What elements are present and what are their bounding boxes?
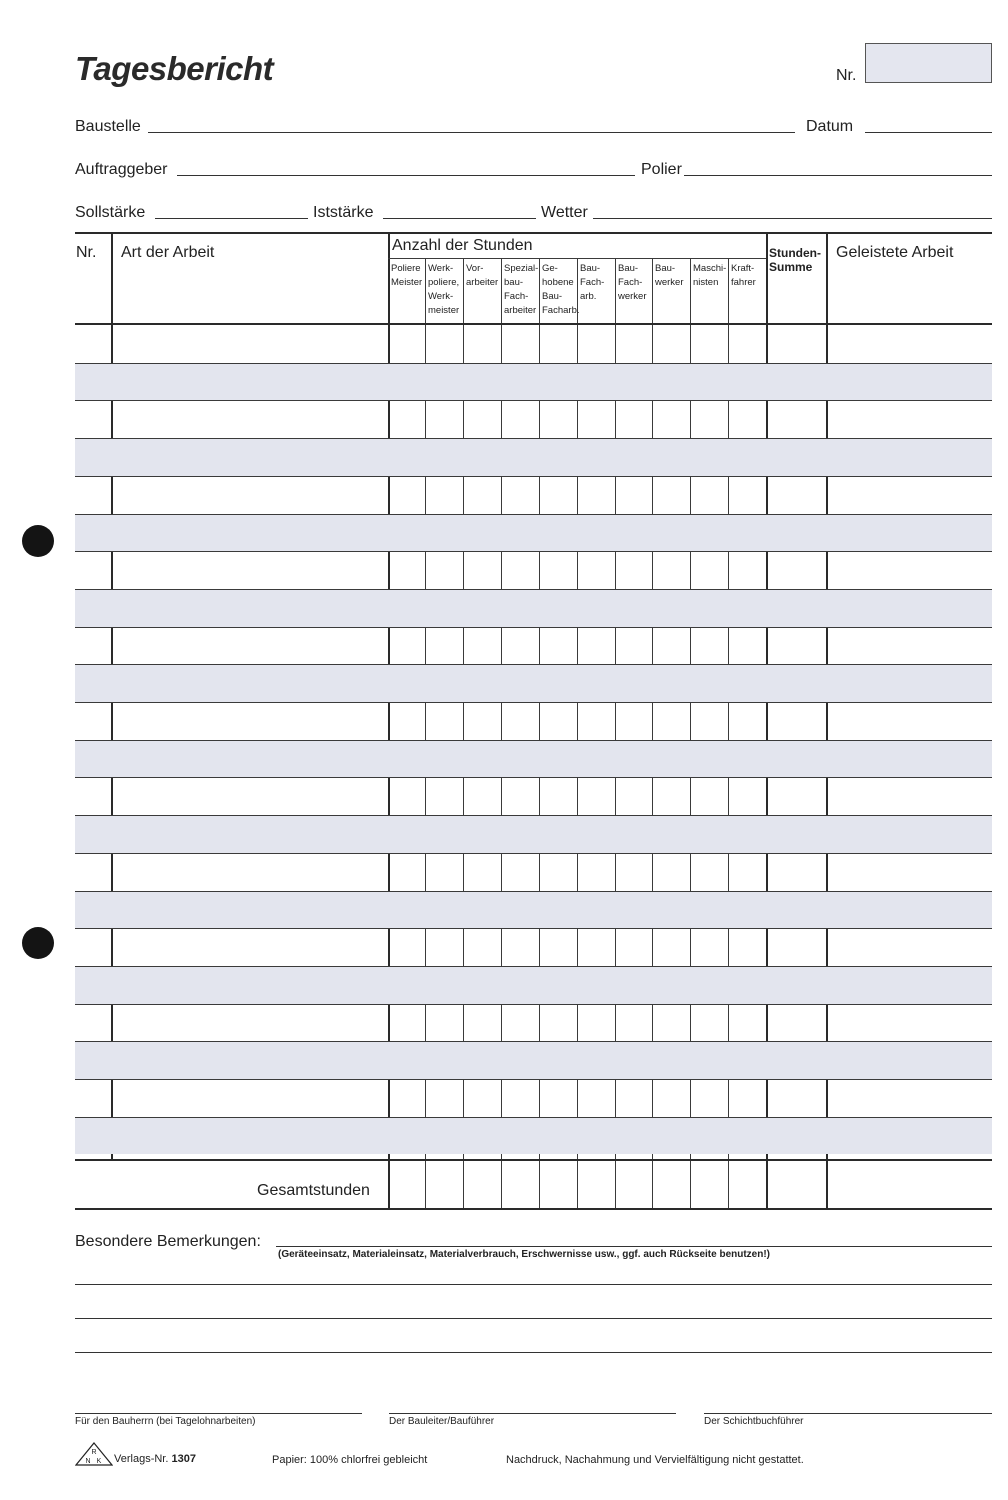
hour-column-header: Maschi- nisten [693, 263, 727, 288]
verlag-label: Verlags-Nr. [114, 1453, 169, 1465]
body-bottom-border [75, 1159, 992, 1161]
col-header-geleistet: Geleistete Arbeit [836, 244, 954, 261]
paper-note: Papier: 100% chlorfrei gebleicht [272, 1454, 428, 1466]
remarks-line-3[interactable] [75, 1318, 992, 1319]
table-row[interactable] [75, 777, 992, 815]
signature-line-schichtbuch[interactable] [704, 1413, 992, 1414]
hour-column-header: Poliere Meister [391, 263, 423, 288]
table-row-band [75, 1118, 992, 1155]
table-row[interactable] [75, 476, 992, 514]
verlag-info [114, 1453, 196, 1465]
sollstaerke-label: Sollstärke [75, 204, 146, 221]
table-top-border [75, 232, 992, 234]
table-row[interactable] [75, 702, 992, 740]
col-header-nr: Nr. [76, 244, 97, 261]
table-row-band [75, 967, 992, 1004]
table-row-band [75, 665, 992, 702]
table-row-band [75, 515, 992, 552]
table-row[interactable] [75, 325, 992, 363]
signature-label-bauleiter: Der Bauleiter/Bauführer [389, 1416, 495, 1427]
hour-column-header: Bau- Fach- werker [618, 263, 647, 302]
remarks-label: Besondere Bemerkungen: [75, 1233, 261, 1250]
hour-column-header: Kraft- fahrer [731, 263, 756, 288]
iststaerke-label: Iststärke [313, 204, 374, 221]
svg-text:R: R [91, 1449, 97, 1456]
signature-label-schichtbuch: Der Schichtbuchführer [704, 1416, 804, 1427]
baustelle-label: Baustelle [75, 118, 141, 135]
svg-text:K: K [96, 1458, 102, 1465]
remarks-line-4[interactable] [75, 1352, 992, 1353]
col-header-summe: Stunden- Summe [769, 246, 821, 274]
remarks-hint: (Geräteeinsatz, Materialeinsatz, Materialverbrauch, Erschwernisse usw., ggf. auch Rückseite benutzen!) [278, 1249, 771, 1260]
datum-label: Datum [806, 118, 854, 135]
table-row-band [75, 590, 992, 627]
nr-label: Nr. [836, 67, 857, 84]
polier-label: Polier [641, 161, 682, 178]
form-title: Tagesbericht [75, 50, 274, 87]
table-row[interactable] [75, 928, 992, 966]
hour-column-header: Ge- hobene Bau- Facharb. [542, 263, 580, 316]
hour-column-header: Bau- Fach- arb. [580, 263, 605, 302]
table-row-band [75, 1042, 992, 1079]
hour-column-header: Bau- werker [655, 263, 684, 288]
verlag-number: 1307 [171, 1453, 196, 1465]
table-row[interactable] [75, 853, 992, 891]
table-bottom-border [75, 1208, 992, 1210]
hour-column-header: Werk- poliere, Werk- meister [428, 263, 460, 316]
remarks-line-2[interactable] [75, 1284, 992, 1285]
svg-text:N: N [85, 1458, 91, 1465]
signature-line-bauleiter[interactable] [389, 1413, 676, 1414]
table-row-band [75, 816, 992, 853]
publisher-logo [75, 1442, 113, 1466]
gesamtstunden-label: Gesamtstunden [257, 1182, 370, 1199]
wetter-label: Wetter [541, 204, 588, 221]
table-row-band [75, 741, 992, 778]
remarks-line-1[interactable] [276, 1246, 992, 1247]
signature-line-bauherr[interactable] [75, 1413, 362, 1414]
table-row-band [75, 364, 992, 401]
col-header-art: Art der Arbeit [121, 244, 215, 261]
table-row[interactable] [75, 400, 992, 438]
table-row-band [75, 892, 992, 929]
signature-label-bauherr: Für den Bauherrn (bei Tagelohnarbeiten) [75, 1416, 256, 1427]
auftraggeber-label: Auftraggeber [75, 161, 168, 178]
table-row[interactable] [75, 1004, 992, 1042]
copyright-note: Nachdruck, Nachahmung und Vervielfältigung nicht gestattet. [506, 1454, 804, 1466]
table-row-band [75, 439, 992, 476]
table-row[interactable] [75, 1079, 992, 1117]
hour-column-header: Spezial- bau- Fach- arbeiter [504, 263, 539, 316]
col-header-stunden: Anzahl der Stunden [392, 237, 533, 254]
table-row[interactable] [75, 551, 992, 589]
stunden-subheader-line [388, 258, 766, 259]
table-row[interactable] [75, 627, 992, 665]
hour-column-header: Vor- arbeiter [466, 263, 499, 288]
